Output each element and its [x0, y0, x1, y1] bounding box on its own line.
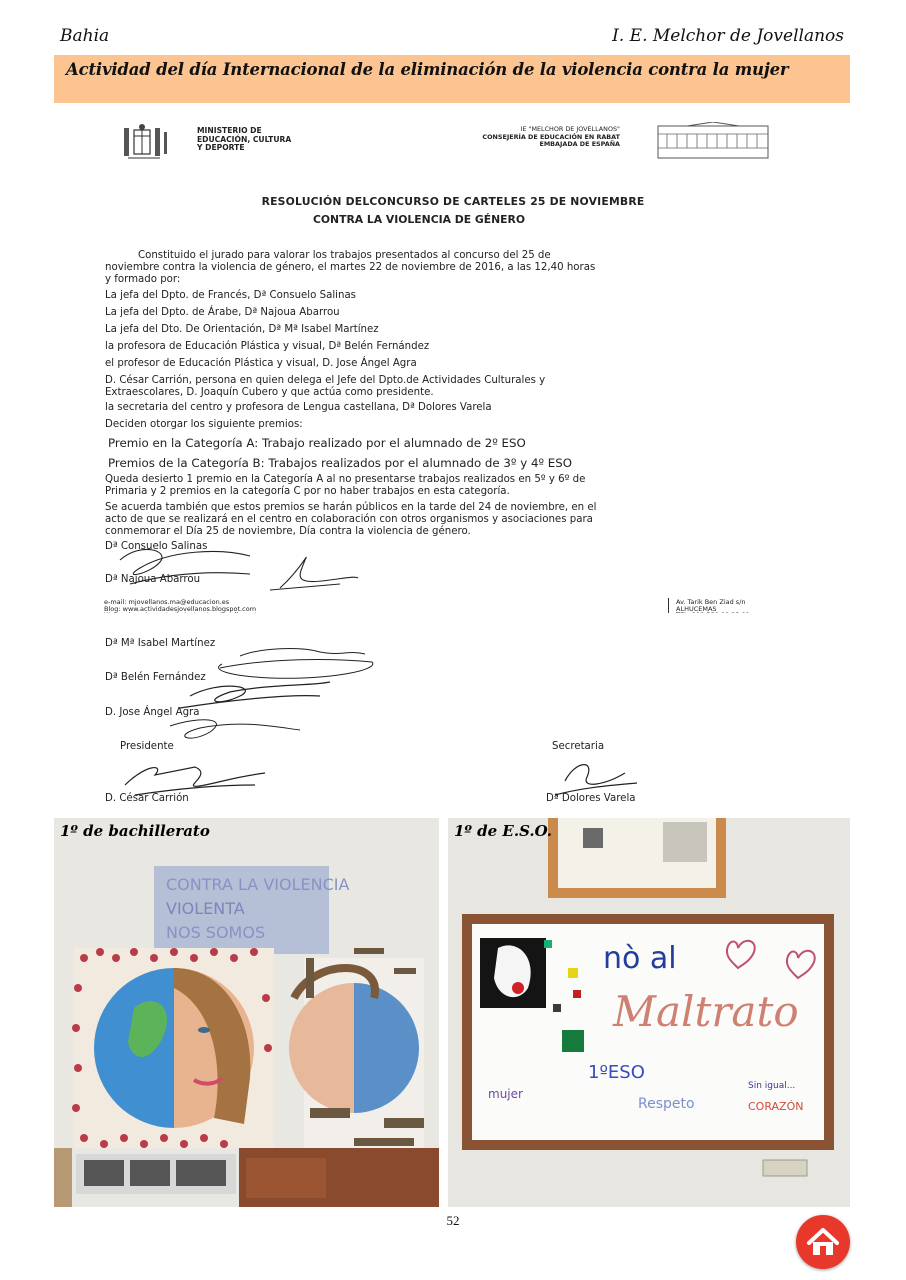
signature-scribble	[150, 640, 390, 750]
footer-city: ALHUCEMAS	[676, 604, 717, 613]
secretary-label: Secretaria	[552, 741, 605, 752]
decide-line: Deciden otorgar los siguiente premios:	[105, 419, 303, 430]
signer-name: Dª Belén Fernández	[105, 672, 206, 683]
poster-illustration	[54, 818, 439, 1207]
signer-name: Dª Najoua Abarrou	[105, 574, 201, 585]
svg-text:1ºESO: 1ºESO	[588, 1062, 645, 1083]
svg-text:nò al: nò al	[603, 941, 677, 976]
footer-email: e-mail: mjovellanos.ma@educacion.es	[104, 598, 230, 606]
intro-line: noviembre contra la violencia de género, el martes 22 de noviembre de 2016, a las 12,40 horas	[105, 262, 596, 273]
svg-text:VIOLENTA: VIOLENTA	[166, 899, 245, 918]
school-building-logo	[657, 122, 769, 160]
desert-line: Queda desierto 1 premio en la Categoría A al no presentarse trabajos realizados en 5º y 6º de	[105, 474, 586, 485]
footer-divider	[668, 598, 669, 614]
jury-member: La jefa del Dpto. de Árabe, Dª Najoua Abarrou	[105, 307, 340, 318]
svg-text:CONTRA LA VIOLENCIA: CONTRA LA VIOLENCIA	[166, 875, 350, 894]
svg-text:Respeto: Respeto	[638, 1096, 695, 1112]
prize-a: Premio en la Categoría A: Trabajo realizado por el alumnado de 2º ESO	[108, 436, 526, 450]
president-label: Presidente	[120, 741, 174, 752]
photo-bachillerato	[54, 818, 439, 1207]
secretary-line: la secretaria del centro y profesora de Lengua castellana, Dª Dolores Varela	[105, 402, 492, 413]
ministry-line: Y DEPORTE	[197, 143, 245, 153]
jury-member: el profesor de Educación Plástica y visual, D. Jose Ángel Agra	[105, 358, 417, 369]
school-line: CONSEJERÍA DE EDUCACIÓN EN RABAT	[482, 132, 620, 141]
delegate-line: Extraescolares, D. Joaquín Cubero y que actúa como presidente.	[105, 387, 434, 398]
ministry-name	[197, 127, 291, 153]
school-name	[436, 126, 620, 149]
coat-of-arms-logo	[120, 122, 188, 162]
home-button[interactable]	[796, 1215, 850, 1269]
svg-text:Sin igual...: Sin igual...	[748, 1081, 796, 1091]
public-line: Se acuerda también que estos premios se harán públicos en la tarde del 24 de noviembre, en el	[105, 502, 597, 513]
caption-bachillerato: 1º de bachillerato	[60, 822, 210, 840]
public-line: acto de que se realizará en el centro en colaboración con otros organismos y asociaciones para	[105, 514, 593, 525]
jury-member: la profesora de Educación Plástica y visual, Dª Belén Fernández	[105, 341, 430, 352]
resolution-title: RESOLUCIÓN DELCONCURSO DE CARTELES 25 DE NOVIEMBRE	[261, 195, 645, 208]
signer-name: D. Jose Ángel Agra	[105, 707, 200, 718]
jury-member: La jefa del Dto. De Orientación, Dª Mª Isabel Martínez	[105, 324, 379, 335]
page-number: 52	[446, 1213, 460, 1228]
svg-text:NOS SOMOS: NOS SOMOS	[166, 923, 266, 942]
public-line: conmemorar el Día 25 de noviembre, Día contra la violencia de género.	[105, 526, 471, 537]
caption-eso: 1º de E.S.O.	[454, 822, 552, 840]
header-left: Bahia	[60, 26, 110, 46]
school-line: EMBAJADA DE ESPAÑA	[539, 140, 620, 149]
photo-eso	[448, 818, 850, 1207]
signature-scribble	[100, 540, 360, 600]
jury-member: La jefa del Dpto. de Francés, Dª Consuelo Salinas	[105, 290, 356, 301]
ministry-line: EDUCACIÓN, CULTURA	[197, 134, 292, 144]
resolution-subtitle: CONTRA LA VIOLENCIA DE GÉNERO	[312, 213, 526, 226]
intro-line: Constituido el jurado para valorar los trabajos presentados al concurso del 25 de	[138, 250, 551, 261]
svg-text:Maltrato: Maltrato	[613, 987, 799, 1036]
ministry-line: MINISTERIO DE	[197, 126, 262, 135]
signer-name: Dª Mª Isabel Martínez	[105, 638, 216, 649]
footer-cutoff	[100, 613, 780, 625]
svg-text:CORAZÓN: CORAZÓN	[748, 1100, 804, 1113]
desert-line: Primaria y 2 premios en la categoría C por no haber trabajos en esta categoría.	[105, 486, 510, 497]
signer-name: D. César Carrión	[105, 793, 189, 804]
footer-address: Av. Tarik Ben Ziad s/n	[676, 598, 746, 606]
intro-line: y formado por:	[105, 274, 181, 285]
footer-blog: Blog: www.actividadesjovellanos.blogspot.com	[104, 604, 257, 613]
signer-name: Dª Consuelo Salinas	[105, 541, 208, 552]
header-right: I. E. Melchor de Jovellanos	[612, 26, 844, 46]
prize-b: Premios de la Categoría B: Trabajos realizados por el alumnado de 3º y 4º ESO	[108, 456, 572, 470]
signer-name: Dª Dolores Varela	[546, 793, 636, 804]
school-line: IE "MELCHOR DE JOVELLANOS"	[520, 125, 620, 133]
svg-text:mujer: mujer	[488, 1087, 523, 1101]
home-icon	[796, 1215, 850, 1269]
banner-title: Actividad del día Internacional de la eliminación de la violencia contra la mujer	[66, 60, 789, 79]
poster-illustration	[448, 818, 850, 1207]
delegate-line: D. César Carrión, persona en quien delega el Jefe del Dpto.de Actividades Culturales y	[105, 375, 546, 386]
